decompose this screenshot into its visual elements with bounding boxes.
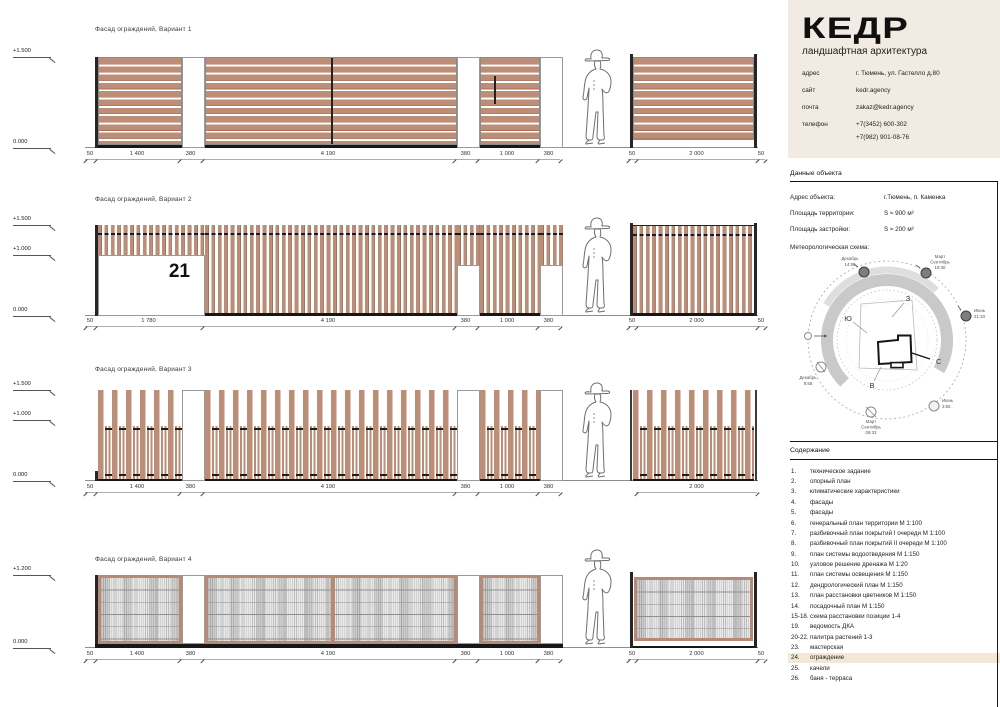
thin-slats xyxy=(205,426,457,479)
contact-row xyxy=(802,121,907,128)
dimension: 380 xyxy=(179,651,202,662)
fence-rail xyxy=(480,233,540,235)
dimension-row xyxy=(85,318,560,329)
sun-label: Июнь 3:55 xyxy=(942,398,954,409)
fence-pillar xyxy=(182,575,205,644)
object-data-row xyxy=(790,210,914,217)
sun-label: Июнь 21:33 xyxy=(974,308,986,319)
variant1-title: Фасад ограждений, Вариант 1 xyxy=(95,26,192,33)
fence-door xyxy=(480,225,540,313)
field-label: Площадь территории: xyxy=(790,210,855,217)
contact-value: г. Тюмень, ул. Гастелло д.80 xyxy=(856,70,940,77)
fence-post xyxy=(630,390,632,481)
fence-base xyxy=(633,646,754,648)
dimension: 1 000 xyxy=(477,651,537,662)
contact-row xyxy=(802,104,914,111)
fence-base xyxy=(633,313,754,316)
fence-variant2 xyxy=(95,225,563,316)
contents-item: 26. баня - терраса xyxy=(791,675,853,683)
mesh-panel xyxy=(205,575,457,644)
field-label: Площадь застройки: xyxy=(790,226,851,233)
elevation-mark: +1.500 xyxy=(13,381,51,391)
contents-item: 15-18. схема расстановки позиции 1-4 xyxy=(791,612,901,620)
dimension: 380 xyxy=(537,318,560,329)
pillar-slat-top xyxy=(457,225,480,265)
dimension: 1 000 xyxy=(477,151,537,162)
fence-rail xyxy=(480,474,540,475)
object-data-heading: Данные объекта xyxy=(790,170,842,177)
contact-label: сайт xyxy=(802,87,816,94)
fence-variant4 xyxy=(95,575,563,648)
contents-item: 12. дендрологический план М 1:150 xyxy=(791,581,903,589)
dimension-row xyxy=(85,151,560,162)
pillar-body xyxy=(540,265,563,316)
contact-row xyxy=(802,87,890,94)
fence-base xyxy=(98,479,182,482)
dimension: 1 000 xyxy=(477,484,537,495)
contents-item: 19. ведомость ДКА xyxy=(791,623,855,631)
fence-rail xyxy=(633,474,754,475)
dimension: 50 xyxy=(628,651,636,662)
contents-item: 20-22. палитра растений 1-3 xyxy=(791,633,873,641)
dimension: 50 xyxy=(85,651,95,662)
direction-west: З xyxy=(905,294,911,303)
fence-post xyxy=(754,54,757,148)
contact-label: адрес xyxy=(802,70,820,77)
fence-rail xyxy=(633,428,754,429)
field-label: Адрес объекта: xyxy=(790,194,836,201)
dimension: 4 190 xyxy=(202,484,454,495)
dimension: 380 xyxy=(179,151,202,162)
sun-marker xyxy=(921,268,931,278)
fence-rail xyxy=(98,233,205,235)
human-figure xyxy=(574,548,620,648)
fence-base xyxy=(480,313,540,317)
mesh-panel xyxy=(98,575,182,644)
variant4-title: Фасад ограждений, Вариант 4 xyxy=(95,556,192,563)
fence-rail xyxy=(98,474,182,475)
dimension-row xyxy=(628,318,765,329)
mesh-door xyxy=(480,575,540,644)
solid-panel xyxy=(98,255,205,316)
field-value: S ≈ 200 м² xyxy=(884,226,914,233)
sheet-edge-line xyxy=(997,181,998,707)
fence-panel xyxy=(205,225,457,313)
dimension-row xyxy=(636,484,757,495)
fence-variant1 xyxy=(95,57,563,148)
company-logo: КЕДР xyxy=(802,12,910,45)
elevation-mark: +1.000 xyxy=(13,411,51,421)
fence-gate-panel xyxy=(205,57,457,145)
dimension: 50 xyxy=(757,318,765,329)
fence-panel xyxy=(633,57,754,140)
dimension: 380 xyxy=(537,651,560,662)
fence-pillar xyxy=(457,575,480,644)
dimension: 50 xyxy=(628,151,636,162)
sun-label: Март Сентябрь 18:30 xyxy=(930,254,950,270)
fence-variant3 xyxy=(95,390,563,481)
rule xyxy=(790,441,998,442)
mesh-panel xyxy=(634,577,753,641)
fence-base xyxy=(205,479,457,482)
elevation-mark: 0.000 xyxy=(13,307,51,317)
dimension: 50 xyxy=(628,318,636,329)
dimension: 1 780 xyxy=(95,318,202,329)
direction-east: В xyxy=(869,381,875,390)
fence-base xyxy=(633,479,754,481)
fence-pillar xyxy=(540,575,563,644)
field-value: г.Тюмень, п. Каменка xyxy=(884,194,946,201)
fence-pillar xyxy=(182,57,205,148)
contents-item: 7. разбивочный план покрытий I очереди М 1:100 xyxy=(791,529,946,537)
contents-item: 10. узловое решение дренажа М 1:20 xyxy=(791,561,908,569)
dimension: 380 xyxy=(179,484,202,495)
wind-rose-diagram xyxy=(788,254,998,440)
object-data-row xyxy=(790,194,946,201)
building-porch xyxy=(891,363,903,368)
dimension: 4 190 xyxy=(202,651,454,662)
human-figure xyxy=(574,48,620,148)
dimension: 50 xyxy=(85,318,95,329)
fence-variant2-side-panel xyxy=(630,225,757,316)
dimension: 2 000 xyxy=(636,484,757,495)
gate-split-line xyxy=(331,58,333,144)
fence-pillar xyxy=(540,57,563,148)
fence-panel xyxy=(205,390,457,481)
panel-number: 21 xyxy=(168,261,190,282)
elevation-mark: 0.000 xyxy=(13,639,51,649)
fence-base xyxy=(98,145,182,148)
fence-rail xyxy=(205,474,457,475)
contents-list xyxy=(788,466,1000,684)
human-figure xyxy=(574,381,620,481)
door-handle xyxy=(494,76,496,104)
fence-base xyxy=(480,479,540,482)
fence-post xyxy=(754,223,757,316)
pillar-slat-top xyxy=(540,225,563,265)
sun-label: Декабрь 14:55 xyxy=(841,256,859,267)
dimension: 2 000 xyxy=(636,151,757,162)
direction-north: С xyxy=(936,357,942,366)
thin-slats xyxy=(480,426,540,479)
building-footprint xyxy=(878,336,912,365)
sun-marker xyxy=(929,401,939,411)
sun-label: Март Сентябрь 06:33 xyxy=(861,419,881,435)
title-block xyxy=(788,0,1000,158)
elevation-mark: +1.200 xyxy=(13,566,51,576)
contents-item: 8. разбивочный план покрытий II очереди М 1:100 xyxy=(791,540,947,548)
fence-pillar xyxy=(457,57,480,148)
contents-item: 4. фасады xyxy=(791,498,834,506)
contents-heading: Содержание xyxy=(790,447,830,454)
pillar-body xyxy=(457,265,480,316)
contact-value: zakaz@kedr.agency xyxy=(856,104,914,111)
contents-item: 9. план системы водоотведения М 1:150 xyxy=(791,550,920,558)
sun-marker xyxy=(859,267,869,277)
fence-panel xyxy=(633,390,754,481)
thin-slats xyxy=(633,426,754,479)
fence-rail xyxy=(98,428,182,429)
contact-label xyxy=(802,134,856,141)
dimension: 380 xyxy=(454,651,477,662)
contact-value: +7(3452) 600-302 xyxy=(856,121,907,128)
contact-value: +7(982) 901-08-76 xyxy=(856,134,910,141)
elevation-mark: 0.000 xyxy=(13,139,51,149)
contact-row xyxy=(802,70,940,77)
contact-row xyxy=(802,134,909,141)
fence-variant3-side-panel xyxy=(630,390,757,481)
fence-pillar xyxy=(182,390,205,481)
fence-rail xyxy=(540,233,563,235)
fence-door xyxy=(480,390,540,481)
sun-label: Декабрь 9:55 xyxy=(799,375,817,386)
variant2-title: Фасад ограждений, Вариант 2 xyxy=(95,196,192,203)
dimension: 1 400 xyxy=(95,484,179,495)
fence-pillar xyxy=(540,225,563,316)
human-figure xyxy=(574,216,620,316)
fence-panel xyxy=(633,225,754,313)
fence-base xyxy=(480,145,540,148)
elevation-mark: +1.500 xyxy=(13,216,51,226)
dimension: 1 000 xyxy=(477,318,537,329)
fence-base xyxy=(95,644,563,648)
contents-item: 6. генеральный план территории М 1:100 xyxy=(791,519,922,527)
dimension: 380 xyxy=(454,318,477,329)
elevation-mark: +1.000 xyxy=(13,246,51,256)
dimension: 380 xyxy=(454,151,477,162)
elevation-mark: +1.500 xyxy=(13,48,51,58)
rule xyxy=(790,459,998,460)
fence-pillar xyxy=(457,390,480,481)
contents-item: 5. фасады xyxy=(791,509,834,517)
contact-value: kedr.agency xyxy=(856,87,891,94)
thin-slats xyxy=(98,426,182,479)
dimension: 50 xyxy=(757,151,765,162)
dimension: 1 400 xyxy=(95,151,179,162)
dimension: 50 xyxy=(85,151,95,162)
fence-variant1-side-panel xyxy=(630,57,757,148)
elevation-mark: 0.000 xyxy=(13,472,51,482)
sun-marker xyxy=(961,311,971,321)
contents-item: 11. план системы освещения М 1:150 xyxy=(791,571,908,579)
dimension-row xyxy=(85,484,560,495)
direction-south: Ю xyxy=(844,314,852,323)
field-value: S ≈ 900 м² xyxy=(884,210,914,217)
fence-slat-top xyxy=(98,225,205,255)
fence-pillar xyxy=(540,390,563,481)
contents-item: 3. климатические характеристики xyxy=(791,488,900,496)
contents-item-highlighted: 24. ограждение xyxy=(788,653,1000,663)
fence-panel xyxy=(98,390,182,481)
fence-solid-section xyxy=(98,225,205,316)
dimension: 380 xyxy=(537,484,560,495)
dimension: 50 xyxy=(757,651,765,662)
dimension: 50 xyxy=(85,484,95,495)
object-data-row xyxy=(790,226,914,233)
variant3-title: Фасад ограждений, Вариант 3 xyxy=(95,366,192,373)
fence-post xyxy=(630,572,633,648)
dimension: 1 400 xyxy=(95,651,179,662)
fence-rail xyxy=(633,234,754,236)
contents-item: 1. техническое задание xyxy=(791,467,871,475)
fence-rail xyxy=(205,428,457,429)
dimension: 2 000 xyxy=(636,651,757,662)
dimension: 380 xyxy=(454,484,477,495)
dimension-row xyxy=(85,651,560,662)
fence-rail xyxy=(457,233,480,235)
rule xyxy=(790,181,998,182)
meteo-scheme-label: Метеорологическая схема: xyxy=(790,244,870,251)
panel-divider xyxy=(331,578,335,641)
fence-base xyxy=(205,313,457,317)
fence-base xyxy=(205,145,457,148)
fence-post xyxy=(755,390,757,481)
fence-rail xyxy=(205,233,457,235)
dimension-row xyxy=(628,151,765,162)
dimension: 380 xyxy=(537,151,560,162)
contents-item: 25. качели xyxy=(791,664,830,672)
fence-rail xyxy=(480,428,540,429)
sun-marker xyxy=(805,333,812,340)
company-tagline: ландшафтная архитектура xyxy=(802,46,928,57)
dimension-row xyxy=(628,651,765,662)
contents-item: 23. мастерская xyxy=(791,644,844,652)
fence-variant4-side-panel xyxy=(630,575,757,648)
contact-label: телефон xyxy=(802,121,828,128)
dimension: 2 000 xyxy=(636,318,757,329)
contents-item: 2. опорный план xyxy=(791,478,851,486)
fence-panel xyxy=(98,57,182,145)
contents-item: 13. план расстановки цветников М 1:150 xyxy=(791,592,917,600)
dimension: 4 190 xyxy=(202,151,454,162)
contents-item: 14. посадочный план М 1:150 xyxy=(791,602,885,610)
fence-pillar xyxy=(457,225,480,316)
contact-label: почта xyxy=(802,104,819,111)
fence-post xyxy=(754,572,757,648)
fence-door xyxy=(480,57,540,145)
dimension: 4 190 xyxy=(202,318,454,329)
